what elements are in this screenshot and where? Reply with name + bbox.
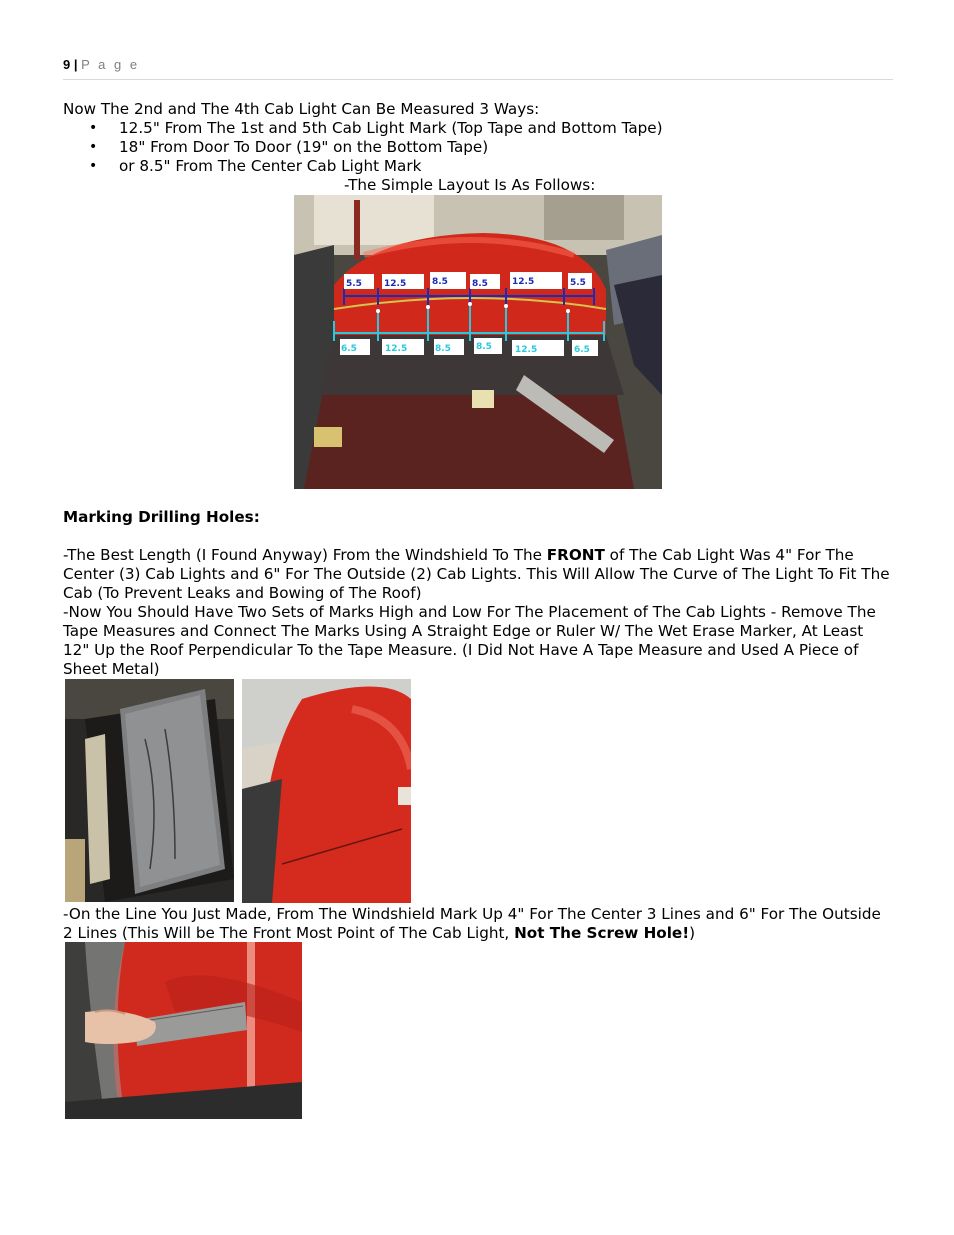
sheet-metal-photo [65,679,234,902]
bullet-dot: • [89,158,98,174]
top-measure-label: 5.5 [346,279,362,289]
top-measure-label: 12.5 [512,277,535,287]
paragraph-bold: Not The Screw Hole! [514,924,690,942]
bullet-text: 18" From Door To Door (19" on the Bottom Tape) [119,138,489,156]
roof-line-photo [242,679,411,903]
bottom-measure-label: 8.5 [435,344,451,354]
paragraph-text: ) [689,924,696,942]
bottom-measure-label: 6.5 [574,345,590,355]
bullet-text: 12.5" From The 1st and 5th Cab Light Mark (Top Tape and Bottom Tape) [119,119,663,137]
paragraph-text: -On the Line You Just Made, From The Windshield Mark Up 4" For The Center 3 Lines and 6" For The Outside 2 Lines (This Will be The Front Most Point of The Cab Light, [63,905,881,942]
top-measure-label: 8.5 [432,277,448,287]
header-separator: | [73,57,78,72]
intro-text: Now The 2nd and The 4th Cab Light Can Be Measured 3 Ways: [63,100,540,118]
bullet-dot: • [89,139,98,155]
paragraph-windshield-length [63,546,893,603]
top-measure-label: 12.5 [384,279,407,289]
page-number: 9 [63,57,71,72]
bullet-dot: • [89,120,98,136]
section-heading: Marking Drilling Holes: [63,508,260,526]
top-measure-label: 8.5 [472,279,488,289]
paragraph-bold: FRONT [546,546,605,564]
paragraph-text: -The Best Length (I Found Anyway) From the Windshield To The [63,546,547,564]
bottom-measure-label: 6.5 [341,344,357,354]
layout-caption: -The Simple Layout Is As Follows: [344,176,596,194]
page-label: P a g e [81,57,140,72]
ruler-marking-photo [65,942,302,1119]
paragraph-mark-up [63,905,893,943]
layout-diagram-photo [294,195,662,489]
paragraph-text: of The Cab Light Was 4" For The Center (3) Cab Lights and 6" For The Outside (2) Cab Lights. This Will Allow The Curve of The Light To Fit The Cab (To Prevent Leaks and Bowing of The Roof) [63,546,890,602]
bottom-measure-label: 12.5 [385,344,408,354]
paragraph-connect-marks: -Now You Should Have Two Sets of Marks High and Low For The Placement of The Cab Lights - Remove The Tape Measures and Connect The Marks Using A Straight Edge or Ruler W/ The Wet Erase Marker, At Least 12" Up the Roof Perpendicular To the Tape Measure. (I Did Not Have A Tape Measure and Used A Piece of Sheet Metal) [63,603,876,678]
bullet-text: or 8.5" From The Center Cab Light Mark [119,157,422,175]
bottom-measure-label: 8.5 [476,342,492,352]
page-header [63,57,893,80]
top-measure-label: 5.5 [570,278,586,288]
bottom-measure-label: 12.5 [515,345,538,355]
